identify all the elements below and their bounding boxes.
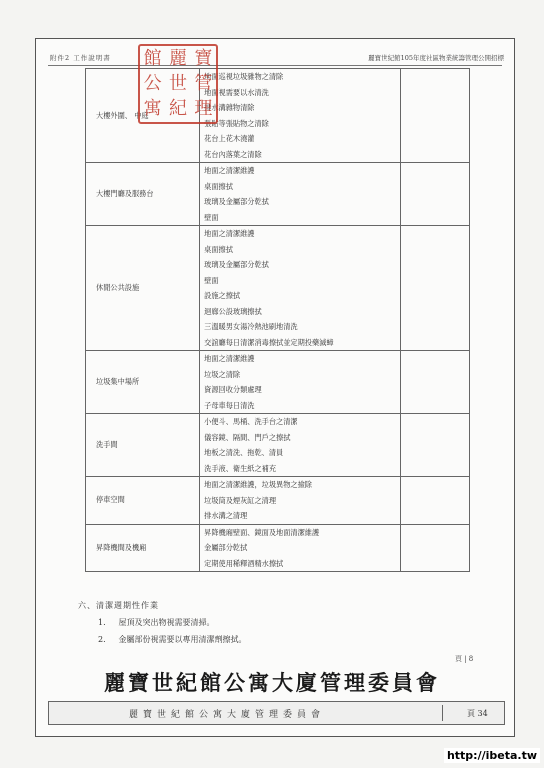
seal-character: 館: [143, 47, 162, 69]
blank-cell: [400, 226, 469, 351]
task-item: 地面之清潔維護: [204, 166, 255, 175]
blank-cell: [400, 477, 469, 525]
note-text: 金屬部份視需要以專用清潔劑擦拭。: [118, 635, 247, 644]
task-item: 子母車每日清洗: [204, 400, 255, 410]
task-row: [86, 351, 470, 414]
area-cell: 昇降機間及機廂: [86, 524, 200, 572]
task-item: 定期使用稀釋酒精水擦拭: [204, 558, 284, 568]
items-cell: [200, 69, 401, 163]
task-item: 三溫暖男女湯冷熱池刷地清洗: [204, 322, 298, 331]
blank-cell: [400, 69, 469, 163]
document-title: 麗寶世紀館105年度社區物業統籌管理公開招標: [368, 54, 504, 62]
area-cell: 大樓門廳及服務台: [86, 163, 200, 226]
task-row: [86, 524, 470, 572]
task-item: 花台內落葉之清除: [204, 149, 262, 159]
seal-character: 公: [143, 72, 162, 94]
header-divider: [48, 65, 502, 66]
task-item: 垃圾筒及煙灰缸之清理: [204, 495, 277, 505]
periodic-cleaning-notes: [78, 600, 247, 651]
footer-committee-title: 麗寶世紀館公寓大廈管理委員會: [104, 670, 440, 695]
seal-character: 麗: [168, 47, 187, 69]
task-item: 桌面擦拭: [204, 244, 233, 254]
items-cell: [200, 524, 401, 572]
area-cell: 垃圾集中場所: [86, 351, 200, 414]
task-item: 垃圾之清除: [204, 369, 241, 379]
task-item: 交誼廳每日清潔消毒擦拭並定期投藥滅蟑: [204, 337, 334, 347]
notes-heading: 六、清潔週期性作業: [78, 601, 159, 610]
task-item: 排水溝雜物清除: [204, 103, 255, 112]
task-item: 洗手液、衛生紙之補充: [204, 463, 277, 473]
seal-character: 理: [194, 98, 213, 120]
task-item: 桌面擦拭: [204, 181, 233, 191]
note-number: 1.: [98, 618, 106, 627]
blank-cell: [400, 163, 469, 226]
task-item: 設施之擦拭: [204, 291, 241, 300]
seal-character: 紀: [168, 98, 187, 120]
task-item: 儀容鏡、隔間、門戶之擦拭: [204, 432, 291, 442]
task-item: 地面視需要以水清洗: [204, 87, 269, 97]
page-number: 頁 | 8: [455, 655, 474, 663]
attachment-label: 附件2 工作說明書: [50, 54, 111, 62]
note-item: [98, 617, 247, 628]
task-item: 張貼等張貼物之清除: [204, 118, 269, 128]
note-number: 2.: [98, 635, 106, 644]
task-item: 金屬部分乾拭: [204, 543, 248, 552]
task-item: 迴廊公設玻璃擦拭: [204, 306, 262, 316]
task-item: 資源回收分類處理: [204, 385, 262, 394]
task-item: 地面之清潔維護: [204, 229, 255, 238]
task-item: 玻璃及金屬部分乾拭: [204, 197, 269, 206]
task-item: 昇降機廂壁面、鏡面及地面清潔維護: [204, 527, 320, 537]
task-item: 排水溝之清理: [204, 511, 248, 520]
blank-cell: [400, 524, 469, 572]
task-row: [86, 163, 470, 226]
blank-cell: [400, 414, 469, 477]
task-row: [86, 477, 470, 525]
site-watermark: http://ibeta.tw: [444, 748, 540, 763]
task-item: 地面之清潔維護，垃圾異物之撿除: [204, 480, 312, 489]
task-item: 地板之清洗、拖乾、清員: [204, 448, 284, 457]
area-cell: 停車空間: [86, 477, 200, 525]
note-item: [98, 634, 247, 645]
area-cell: 大樓外圍、 中庭: [86, 69, 200, 163]
area-cell: 洗手間: [86, 414, 200, 477]
task-item: 小便斗、馬桶、洗手台之清潔: [204, 417, 298, 426]
task-item: 花台上花木澆灌: [204, 134, 255, 143]
task-row: [86, 414, 470, 477]
committee-seal-stamp: [138, 44, 218, 124]
footer-bar: [48, 701, 505, 725]
items-cell: [200, 477, 401, 525]
seal-character: 寓: [143, 98, 162, 120]
seal-character: 管: [194, 72, 213, 94]
items-cell: [200, 414, 401, 477]
footer-page-number: 頁 34: [467, 709, 488, 718]
seal-character: 世: [168, 72, 187, 94]
task-item: 地面之清潔維護: [204, 354, 255, 363]
blank-cell: [400, 351, 469, 414]
task-item: 壁面: [204, 275, 219, 285]
footer-divider: [442, 705, 443, 721]
items-cell: [200, 351, 401, 414]
note-text: 屋頂及突出物視需要清掃。: [118, 618, 215, 627]
cleaning-tasks-table: [85, 68, 470, 572]
seal-character: 寶: [194, 47, 213, 69]
items-cell: [200, 163, 401, 226]
items-cell: [200, 226, 401, 351]
task-item: 壁面: [204, 212, 219, 222]
task-item: 玻璃及金屬部分乾拭: [204, 260, 269, 269]
footer-bar-name: 麗寶世紀館公寓大廈管理委員會: [129, 710, 326, 720]
area-cell: 休閒公共設施: [86, 226, 200, 351]
task-row: [86, 226, 470, 351]
task-item: 地面巡視垃圾雜物之清除: [204, 72, 284, 81]
